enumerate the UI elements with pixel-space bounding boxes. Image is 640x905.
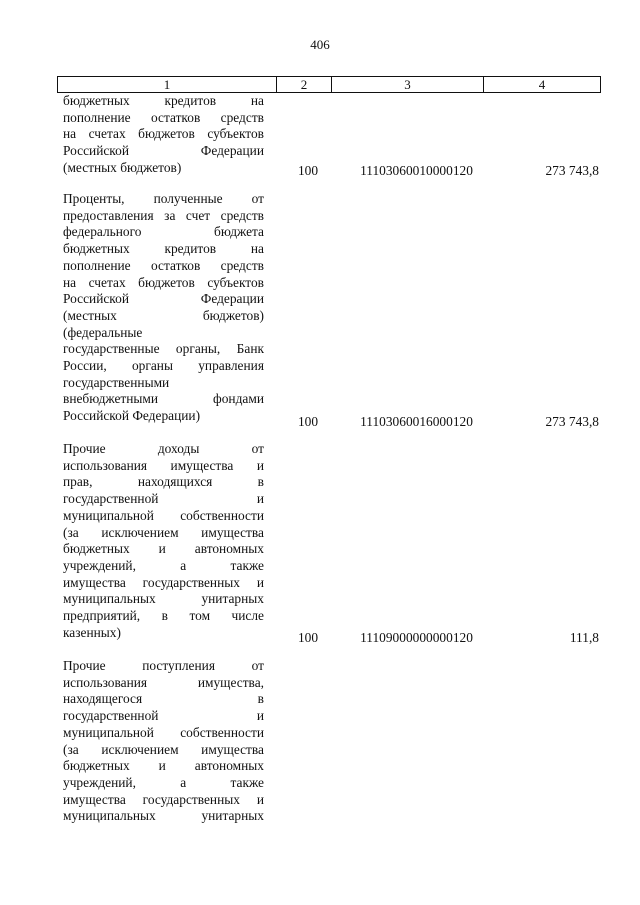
row-description: [63, 658, 264, 825]
description-line: бюджетных кредитов на: [63, 241, 264, 257]
header-col-2: 2: [300, 77, 308, 92]
header-col-4: 4: [538, 77, 546, 92]
description-line: на счетах бюджетов субъектов: [63, 274, 264, 290]
description-line: России, органы управления: [63, 358, 264, 374]
description-line: бюджетных кредитов на: [63, 93, 264, 108]
description-line: (местных бюджетов): [63, 159, 182, 175]
header-col-1: 1: [163, 77, 171, 92]
description-line: находящегося в: [63, 691, 264, 707]
description-line: государственными: [63, 374, 170, 390]
description-line: предоставления за счет средств: [63, 207, 264, 223]
description-line: использования имущества,: [63, 674, 264, 690]
description-line: использования имущества и: [63, 457, 264, 473]
description-line: муниципальных унитарных: [63, 591, 264, 607]
description-line: на счетах бюджетов субъектов: [63, 126, 264, 142]
description-line: государственные органы, Банк: [63, 341, 264, 357]
description-line: государственной и: [63, 491, 264, 507]
description-line: (местных бюджетов): [63, 307, 264, 323]
description-line: учреждений, а также: [63, 774, 264, 790]
description-line: прав, находящихся в: [63, 474, 264, 490]
description-line: Прочие доходы от: [63, 441, 264, 456]
description-line: внебюджетными фондами: [63, 391, 264, 407]
description-line: Российской Федерации: [63, 143, 264, 159]
description-line: муниципальной собственности: [63, 724, 264, 740]
row-code-3: 11109000000000120: [360, 630, 473, 645]
description-line: имущества государственных и: [63, 791, 264, 807]
row-code-2: 100: [297, 414, 319, 429]
row-code-2: 100: [297, 163, 319, 178]
description-line: государственной и: [63, 708, 264, 724]
page-number: 406: [310, 37, 330, 52]
row-amount: 273 743,8: [545, 163, 599, 178]
description-line: предприятий, в том числе: [63, 608, 264, 624]
description-line: учреждений, а также: [63, 557, 264, 573]
row-code-3: 11103060016000120: [360, 414, 473, 429]
table-header-row: [57, 76, 601, 93]
description-line: Российской Федерации): [63, 408, 201, 424]
description-line: пополнение остатков средств: [63, 257, 264, 273]
description-line: казенных): [63, 624, 121, 640]
description-line: Прочие поступления от: [63, 658, 264, 673]
description-line: (за исключением имущества: [63, 524, 264, 540]
header-col-3: 3: [404, 77, 411, 92]
description-line: Проценты, полученные от: [63, 191, 264, 206]
description-line: муниципальных унитарных: [63, 808, 264, 824]
description-line: имущества государственных и: [63, 574, 264, 590]
description-line: (федеральные: [63, 324, 143, 340]
description-line: бюджетных и автономных: [63, 541, 264, 557]
row-amount: 273 743,8: [545, 414, 599, 429]
row-description: [63, 191, 264, 425]
row-amount: 111,8: [569, 630, 599, 645]
row-description: [63, 93, 264, 177]
description-line: пополнение остатков средств: [63, 109, 264, 125]
description-line: муниципальной собственности: [63, 507, 264, 523]
description-line: бюджетных и автономных: [63, 758, 264, 774]
row-code-2: 100: [297, 630, 319, 645]
description-line: (за исключением имущества: [63, 741, 264, 757]
row-code-3: 11103060010000120: [360, 163, 473, 178]
description-line: федерального бюджета: [63, 224, 264, 240]
row-description: [63, 441, 264, 641]
description-line: Российской Федерации: [63, 291, 264, 307]
